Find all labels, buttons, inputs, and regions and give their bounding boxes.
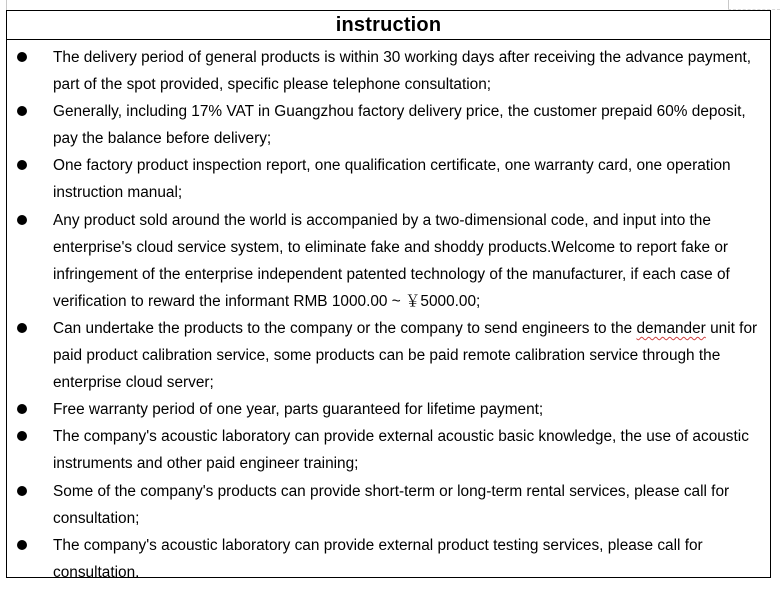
- bullet-icon: [17, 323, 27, 333]
- bullet-icon: [17, 431, 27, 441]
- list-item: [7, 423, 770, 477]
- item-text: Free warranty period of one year, parts guaranteed for lifetime payment;: [53, 401, 544, 419]
- list-item: [7, 207, 770, 315]
- instruction-table: [6, 10, 771, 581]
- item-text: The company's acoustic laboratory can provide external acoustic basic knowledge, the use of acoustic instruments and other paid engineer training;: [53, 428, 749, 473]
- item-text: Any product sold around the world is accompanied by a two-dimensional code, and input into the enterprise's cloud service system, to eliminate fake and shoddy products.Welcome to report fake or infringement of the enterprise independent patented technology of the manufacturer, if each case of verification to reward the informant RMB 1000.00 ~ ￥5000.00;: [53, 211, 730, 310]
- item-text: One factory product inspection report, one qualification certificate, one warranty card, one operation instruction manual;: [53, 157, 731, 202]
- bullet-icon: [17, 215, 27, 225]
- bullet-icon: [17, 404, 27, 414]
- spellcheck-flagged-word[interactable]: demander: [636, 319, 706, 337]
- bullet-icon: [17, 486, 27, 496]
- left-margin-guide: [6, 0, 7, 10]
- instruction-list: [7, 40, 770, 586]
- bullet-icon: [17, 540, 27, 550]
- bullet-icon: [17, 106, 27, 116]
- item-text: The delivery period of general products is within 30 working days after receiving the advance payment, part of the spot provided, specific please telephone consultation;: [53, 49, 752, 94]
- bullet-icon: [17, 160, 27, 170]
- list-item: [7, 315, 770, 396]
- table-title: instruction: [7, 11, 770, 40]
- item-text-after: unit for paid product calibration service, some products can be paid remote calibration service through the enterprise cloud server;: [53, 319, 758, 392]
- item-text: The company's acoustic laboratory can provide external product testing services, please call for consultation.: [53, 536, 703, 581]
- bullet-icon: [17, 52, 27, 62]
- item-text: Generally, including 17% VAT in Guangzhou factory delivery price, the customer prepaid 60% deposit, pay the balance before delivery;: [53, 103, 746, 148]
- list-item: [7, 396, 770, 423]
- list-item: [7, 532, 770, 586]
- page-guide-lines: [0, 0, 780, 10]
- item-text: Some of the company's products can provide short-term or long-term rental services, please call for consultation;: [53, 482, 730, 527]
- list-item: [7, 44, 770, 98]
- item-text-before: Can undertake the products to the company or the company to send engineers to the: [53, 319, 637, 337]
- list-item: [7, 152, 770, 206]
- list-item: [7, 98, 770, 152]
- list-item: [7, 478, 770, 532]
